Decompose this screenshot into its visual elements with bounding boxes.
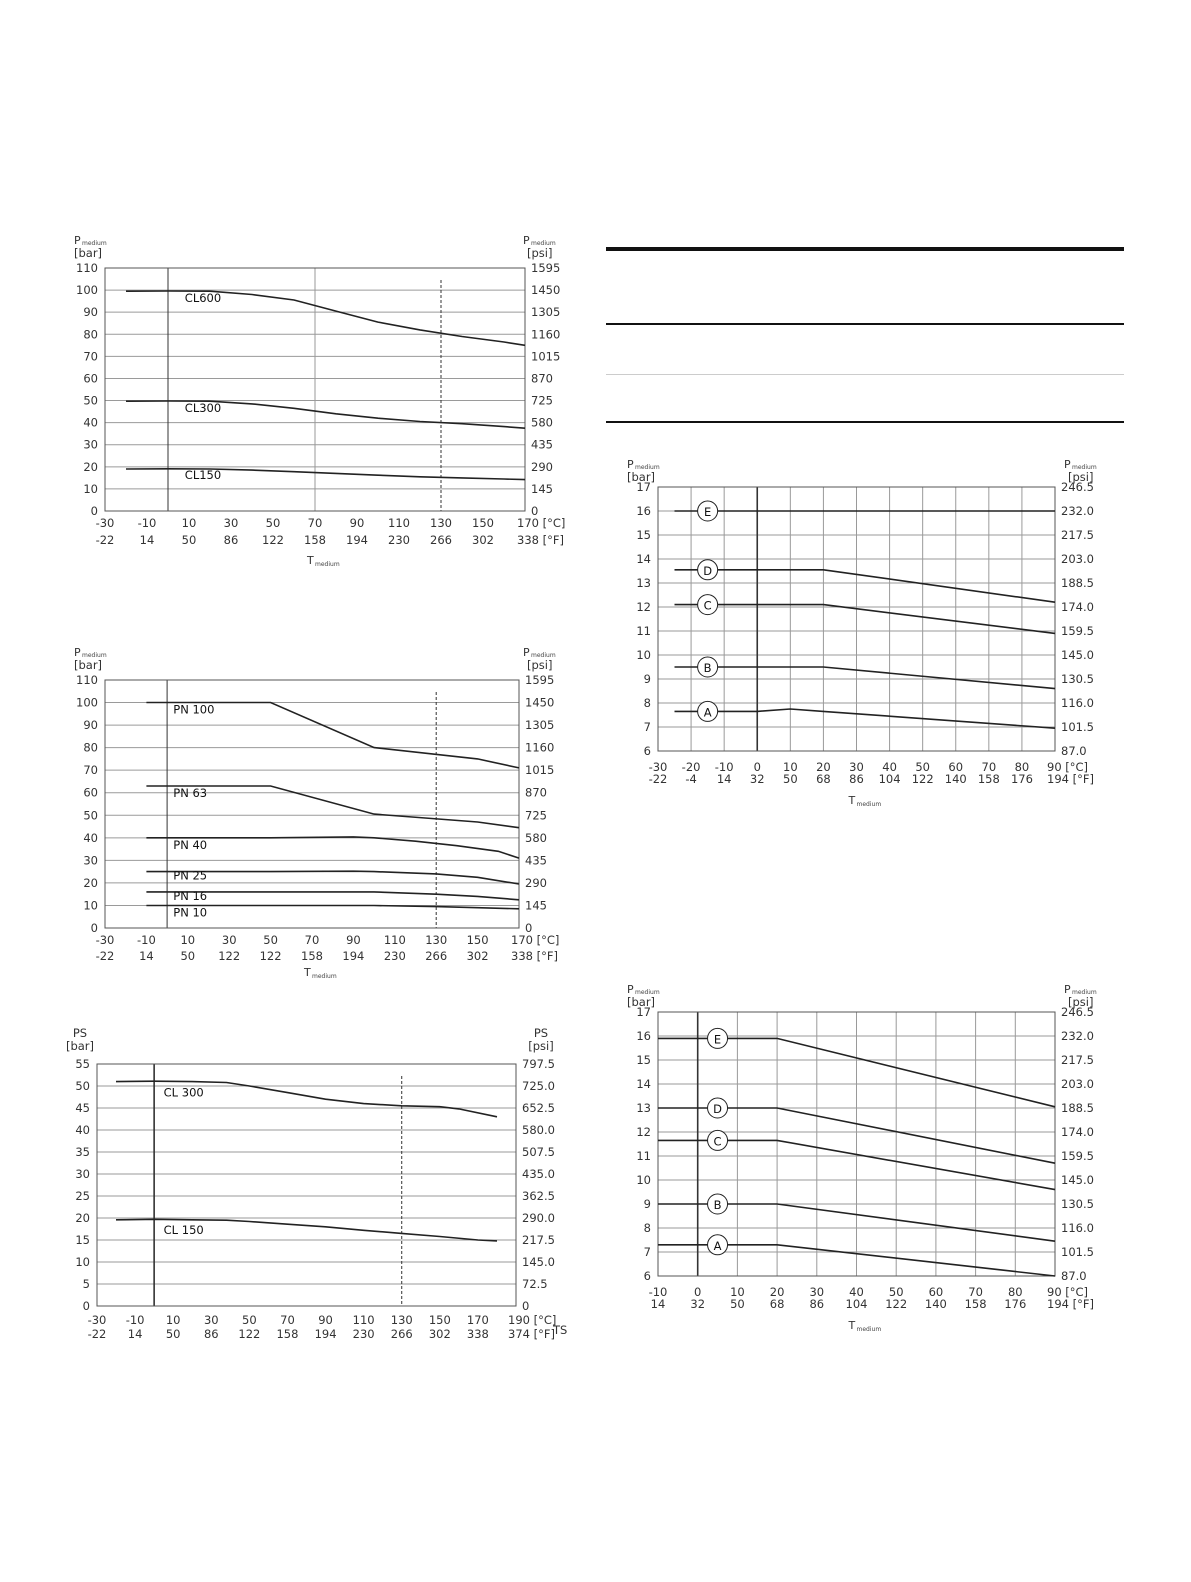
y-tick-label-right: 130.5 <box>1061 1197 1094 1211</box>
x-tick-label-fahrenheit: 338 [°F] <box>511 949 558 963</box>
x-tick-label-fahrenheit: -22 <box>648 772 668 786</box>
y-tick-label-right: 101.5 <box>1061 720 1094 734</box>
x-tick-label-celsius: 90 <box>318 1313 333 1327</box>
series-label-pn-63: PN 63 <box>173 785 208 800</box>
x-tick-label-fahrenheit: 122 <box>259 949 282 963</box>
y-tick-label-right: 116.0 <box>1061 696 1094 710</box>
y-tick-label-left: 7 <box>643 720 651 734</box>
y-tick-label-right: 1450 <box>525 695 555 710</box>
series-label-d: D <box>713 1102 722 1116</box>
y-tick-label-right: 130.5 <box>1061 672 1094 686</box>
y-axis-unit-right: [psi] <box>528 1039 554 1053</box>
x-tick-label-fahrenheit: -22 <box>95 533 115 547</box>
y-tick-label-left: 40 <box>75 1123 90 1137</box>
series-label-pn-10: PN 10 <box>173 905 208 920</box>
y-axis-title-right-subscript: medium <box>531 652 556 659</box>
y-tick-label-right: 0 <box>525 921 533 935</box>
y-tick-label-right: 0 <box>531 504 539 518</box>
y-tick-label-left: 6 <box>643 1269 651 1283</box>
y-tick-label-left: 90 <box>83 718 98 733</box>
y-tick-label-right: 290.0 <box>522 1211 555 1225</box>
x-axis-title-subscript: medium <box>312 973 337 980</box>
y-tick-label-right: 580 <box>531 415 553 430</box>
y-tick-label-left: 20 <box>83 459 98 474</box>
y-axis-title-right: P <box>1064 458 1071 471</box>
x-tick-label-fahrenheit: 50 <box>730 1297 745 1311</box>
y-tick-label-right: 1595 <box>525 673 555 687</box>
x-tick-label-celsius: 170 [°C] <box>517 516 566 530</box>
x-tick-label-celsius: 50 <box>265 516 281 530</box>
series-label-pn-25: PN 25 <box>173 868 208 883</box>
y-tick-label-right: 174.0 <box>1061 1125 1094 1139</box>
x-tick-label-fahrenheit: -4 <box>685 772 697 786</box>
y-tick-label-right: 217.5 <box>1061 1053 1094 1067</box>
series-label-cl-150: CL 150 <box>163 1222 204 1237</box>
y-tick-label-right: 159.5 <box>1061 1149 1094 1163</box>
x-tick-label-celsius: 110 <box>383 933 406 947</box>
y-tick-label-right: 203.0 <box>1061 552 1094 566</box>
y-tick-label-left: 80 <box>83 740 98 755</box>
y-axis-title-left-subscript: medium <box>635 989 660 996</box>
y-tick-label-left: 30 <box>75 1167 90 1181</box>
x-tick-label-fahrenheit: 122 <box>218 949 241 963</box>
y-tick-label-right: 145 <box>525 898 547 913</box>
x-tick-label-fahrenheit: 68 <box>816 772 831 786</box>
x-tick-label-fahrenheit: 194 [°F] <box>1047 1297 1094 1311</box>
x-tick-label-fahrenheit: 14 <box>139 533 155 547</box>
y-tick-label-right: 362.5 <box>522 1189 555 1203</box>
x-tick-label-celsius: 10 <box>783 760 798 774</box>
y-tick-label-left: 5 <box>82 1277 90 1291</box>
chart-5-plot <box>627 983 1097 1333</box>
x-tick-label-fahrenheit: 86 <box>203 1327 219 1341</box>
y-tick-label-left: 14 <box>636 552 651 566</box>
x-tick-label-fahrenheit: 266 <box>425 949 448 963</box>
x-tick-label-fahrenheit: 14 <box>127 1327 143 1341</box>
x-tick-label-fahrenheit: 122 <box>911 772 934 786</box>
x-tick-label-fahrenheit: -22 <box>95 949 115 963</box>
y-tick-label-right: 0 <box>522 1299 530 1313</box>
y-tick-label-right: 1595 <box>531 261 561 275</box>
y-axis-unit-right: [psi] <box>527 246 553 260</box>
y-tick-label-left: 100 <box>76 283 98 298</box>
y-tick-label-left: 15 <box>636 528 651 542</box>
y-tick-label-left: 35 <box>75 1145 90 1159</box>
y-tick-label-right: 1160 <box>525 740 555 755</box>
x-tick-label-fahrenheit: 230 <box>352 1327 375 1341</box>
y-axis-title-right: P <box>523 646 530 659</box>
x-tick-label-fahrenheit: 50 <box>181 533 197 547</box>
y-axis-unit-right: [psi] <box>1068 470 1094 484</box>
x-tick-label-celsius: 10 <box>165 1313 181 1327</box>
y-axis-title-left: PS <box>72 1026 88 1040</box>
x-tick-label-fahrenheit: -22 <box>87 1327 107 1341</box>
y-tick-label-right: 580.0 <box>522 1123 555 1137</box>
y-tick-label-right: 145.0 <box>522 1255 555 1269</box>
x-tick-label-celsius: 50 <box>242 1313 257 1327</box>
y-tick-label-left: 12 <box>636 1125 651 1139</box>
y-tick-label-left: 55 <box>75 1057 90 1071</box>
x-axis-title-subscript: medium <box>856 801 882 808</box>
y-tick-label-right: 101.5 <box>1061 1245 1094 1259</box>
y-axis-unit-right: [psi] <box>527 658 553 672</box>
x-axis-title: T <box>307 554 314 567</box>
y-tick-label-left: 50 <box>83 393 98 408</box>
x-tick-label-celsius: 170 <box>466 1313 489 1327</box>
y-tick-label-right: 159.5 <box>1061 624 1094 638</box>
x-tick-label-celsius: -10 <box>648 1285 668 1299</box>
y-tick-label-right: 232.0 <box>1061 1029 1094 1043</box>
y-tick-label-right: 725.0 <box>522 1079 555 1093</box>
x-tick-label-fahrenheit: 302 <box>466 949 489 963</box>
y-tick-label-right: 145 <box>531 481 553 496</box>
y-tick-label-left: 15 <box>75 1233 90 1247</box>
y-axis-title-right: PS <box>533 1026 549 1040</box>
x-tick-label-fahrenheit: 140 <box>944 772 967 786</box>
x-tick-label-fahrenheit: 176 <box>1010 772 1033 786</box>
y-tick-label-right: 217.5 <box>1061 528 1094 542</box>
y-tick-label-left: 60 <box>83 371 98 386</box>
y-tick-label-right: 435 <box>531 437 553 452</box>
y-axis-title-right-subscript: medium <box>1072 464 1097 471</box>
y-tick-label-left: 30 <box>83 437 98 452</box>
x-tick-label-celsius: -30 <box>95 516 115 530</box>
x-tick-label-fahrenheit: 14 <box>716 772 732 786</box>
x-tick-label-celsius: 30 <box>849 760 864 774</box>
series-label-cl-300: CL 300 <box>163 1085 204 1100</box>
x-tick-label-fahrenheit: 50 <box>180 949 196 963</box>
y-tick-label-left: 40 <box>83 415 98 430</box>
y-tick-label-right: 435.0 <box>522 1167 555 1181</box>
y-tick-label-left: 30 <box>83 853 98 868</box>
x-tick-label-celsius: 130 <box>425 933 448 947</box>
x-tick-label-celsius: 90 <box>346 933 361 947</box>
series-label-c: C <box>713 1134 722 1149</box>
series-label-e: E <box>703 505 712 519</box>
x-tick-label-celsius: 80 <box>1007 1285 1023 1299</box>
y-tick-label-left: 80 <box>83 327 98 342</box>
x-tick-label-celsius: 0 <box>753 760 761 774</box>
y-axis-unit-left: [bar] <box>65 1039 95 1053</box>
x-tick-label-celsius: 80 <box>1014 760 1030 774</box>
y-axis-title-left-subscript: medium <box>82 240 107 247</box>
y-tick-label-right: 797.5 <box>522 1057 555 1071</box>
y-tick-label-right: 725 <box>525 808 547 823</box>
series-label-a: A <box>713 1238 722 1253</box>
y-tick-label-left: 40 <box>83 830 98 845</box>
y-tick-label-right: 203.0 <box>1061 1077 1094 1091</box>
x-tick-label-celsius: 150 <box>472 516 494 530</box>
y-tick-label-left: 10 <box>636 1173 651 1187</box>
series-label-a: A <box>703 705 712 720</box>
x-tick-label-celsius: 0 <box>694 1285 702 1299</box>
x-tick-label-fahrenheit: 302 <box>428 1327 451 1341</box>
y-axis-unit-left: [bar] <box>74 658 103 672</box>
x-tick-label-celsius: 60 <box>948 760 964 774</box>
x-tick-label-fahrenheit: 158 <box>977 772 1000 786</box>
x-tick-label-fahrenheit: 86 <box>809 1297 825 1311</box>
x-tick-label-celsius: 130 <box>390 1313 413 1327</box>
x-axis-title: TS <box>553 1323 568 1337</box>
y-axis-unit-left: [bar] <box>627 470 656 484</box>
x-tick-label-celsius: 30 <box>203 1313 219 1327</box>
y-axis-title-right: P <box>1064 983 1071 996</box>
x-tick-label-celsius: -20 <box>681 760 701 774</box>
y-tick-label-left: 110 <box>76 261 98 275</box>
y-axis-title-left: P <box>627 983 634 996</box>
x-tick-label-celsius: -30 <box>648 760 668 774</box>
y-tick-label-left: 10 <box>636 648 651 662</box>
series-label-d: D <box>703 563 713 578</box>
y-tick-label-left: 8 <box>643 1221 651 1235</box>
y-tick-label-left: 20 <box>75 1211 90 1225</box>
x-tick-label-fahrenheit: 86 <box>849 772 864 786</box>
y-tick-label-left: 50 <box>83 808 98 823</box>
x-tick-label-fahrenheit: 104 <box>878 772 901 786</box>
x-tick-label-celsius: 90 [°C] <box>1047 1285 1089 1299</box>
y-tick-label-right: 652.5 <box>522 1101 555 1115</box>
x-tick-label-celsius: 70 <box>304 933 320 947</box>
y-tick-label-left: 11 <box>636 624 651 638</box>
y-tick-label-right: 507.5 <box>522 1145 555 1159</box>
x-tick-label-celsius: 70 <box>280 1313 295 1327</box>
x-tick-label-fahrenheit: 194 [°F] <box>1047 772 1094 786</box>
y-tick-label-right: 290 <box>525 875 547 890</box>
y-tick-label-right: 725 <box>531 393 553 408</box>
y-tick-label-left: 0 <box>82 1299 90 1313</box>
y-tick-label-right: 174.0 <box>1061 600 1094 614</box>
x-tick-label-celsius: -10 <box>125 1313 145 1327</box>
y-tick-label-left: 8 <box>643 696 651 710</box>
series-label-cl600: CL600 <box>184 291 222 306</box>
x-tick-label-celsius: 20 <box>769 1285 785 1299</box>
series-label-b: B <box>703 661 712 675</box>
x-tick-label-fahrenheit: 32 <box>749 772 765 786</box>
y-tick-label-right: 188.5 <box>1061 1101 1094 1115</box>
y-tick-label-right: 1015 <box>531 349 561 364</box>
series-label-pn-16: PN 16 <box>173 888 208 903</box>
series-label-pn-40: PN 40 <box>173 837 208 852</box>
y-tick-label-right: 1305 <box>525 718 555 733</box>
y-tick-label-right: 1015 <box>525 763 555 778</box>
y-tick-label-left: 16 <box>636 1029 651 1043</box>
x-tick-label-celsius: 90 <box>349 516 365 530</box>
y-axis-title-right-subscript: medium <box>1072 989 1097 996</box>
x-tick-label-fahrenheit: 86 <box>223 533 239 547</box>
x-tick-label-fahrenheit: 50 <box>783 772 798 786</box>
x-tick-label-fahrenheit: 122 <box>262 533 284 547</box>
series-label-c: C <box>703 598 712 613</box>
x-tick-label-fahrenheit: 266 <box>430 533 452 547</box>
y-tick-label-left: 15 <box>636 1053 651 1067</box>
y-axis-title-right-subscript: medium <box>531 240 556 247</box>
y-tick-label-left: 60 <box>83 785 98 800</box>
x-tick-label-celsius: -30 <box>87 1313 107 1327</box>
y-tick-label-left: 7 <box>643 1245 651 1259</box>
x-tick-label-fahrenheit: 14 <box>139 949 154 963</box>
series-label-cl150: CL150 <box>184 468 222 483</box>
x-tick-label-celsius: 40 <box>882 760 897 774</box>
series-label-pn-100: PN 100 <box>173 702 215 717</box>
y-tick-label-right: 87.0 <box>1061 1269 1087 1283</box>
x-tick-label-fahrenheit: 14 <box>650 1297 666 1311</box>
y-tick-label-left: 13 <box>636 576 651 590</box>
y-tick-label-left: 9 <box>643 672 651 686</box>
x-tick-label-celsius: 50 <box>263 933 278 947</box>
x-tick-label-celsius: 50 <box>915 760 930 774</box>
y-tick-label-left: 70 <box>83 349 98 364</box>
y-tick-label-left: 9 <box>643 1197 651 1211</box>
x-tick-label-fahrenheit: 176 <box>1004 1297 1027 1311</box>
y-tick-label-left: 70 <box>83 763 98 778</box>
x-tick-label-fahrenheit: 230 <box>383 949 406 963</box>
y-tick-label-left: 13 <box>636 1101 651 1115</box>
x-tick-label-fahrenheit: 122 <box>238 1327 261 1341</box>
x-tick-label-fahrenheit: 338 [°F] <box>517 533 564 547</box>
y-tick-label-right: 1450 <box>531 283 561 298</box>
y-tick-label-right: 188.5 <box>1061 576 1094 590</box>
y-tick-label-left: 6 <box>643 744 651 758</box>
x-tick-label-celsius: 30 <box>223 516 239 530</box>
y-tick-label-left: 10 <box>83 481 98 496</box>
series-label-e: E <box>713 1032 722 1047</box>
y-tick-label-left: 10 <box>75 1255 90 1269</box>
x-tick-label-celsius: 150 <box>428 1313 451 1327</box>
y-tick-label-left: 17 <box>636 480 651 494</box>
y-tick-label-right: 246.5 <box>1061 480 1094 494</box>
y-axis-unit-left: [bar] <box>627 995 656 1009</box>
x-tick-label-celsius: -10 <box>137 516 157 530</box>
x-tick-label-fahrenheit: 122 <box>885 1297 908 1311</box>
y-axis-unit-left: [bar] <box>74 246 103 260</box>
x-tick-label-fahrenheit: 68 <box>769 1297 785 1311</box>
x-tick-label-fahrenheit: 32 <box>690 1297 706 1311</box>
y-tick-label-right: 435 <box>525 853 547 868</box>
x-tick-label-fahrenheit: 338 <box>466 1327 489 1341</box>
x-tick-label-fahrenheit: 230 <box>388 533 410 547</box>
y-tick-label-left: 0 <box>90 504 98 518</box>
x-tick-label-fahrenheit: 374 [°F] <box>508 1327 555 1341</box>
y-axis-title-left-subscript: medium <box>635 464 660 471</box>
series-label-cl300: CL300 <box>184 401 222 416</box>
x-tick-label-fahrenheit: 140 <box>924 1297 947 1311</box>
x-tick-label-fahrenheit: 158 <box>301 949 323 963</box>
y-tick-label-right: 145.0 <box>1061 648 1094 662</box>
x-tick-label-fahrenheit: 302 <box>472 533 494 547</box>
x-tick-label-celsius: 30 <box>221 933 237 947</box>
x-tick-label-celsius: 110 <box>352 1313 375 1327</box>
y-tick-label-right: 290 <box>531 459 553 474</box>
series-label-b: B <box>713 1198 722 1212</box>
x-tick-label-fahrenheit: 194 <box>346 533 368 547</box>
x-tick-label-celsius: -30 <box>95 933 115 947</box>
x-axis-title-subscript: medium <box>856 1326 882 1333</box>
y-tick-label-right: 232.0 <box>1061 504 1094 518</box>
x-tick-label-fahrenheit: 194 <box>314 1327 337 1341</box>
y-tick-label-left: 20 <box>83 875 98 890</box>
x-tick-label-fahrenheit: 158 <box>304 533 326 547</box>
x-tick-label-celsius: 70 <box>307 516 323 530</box>
x-tick-label-celsius: 30 <box>809 1285 825 1299</box>
x-tick-label-fahrenheit: 158 <box>964 1297 987 1311</box>
y-axis-title-left: P <box>74 234 81 247</box>
y-tick-label-right: 87.0 <box>1061 744 1087 758</box>
y-axis-title-left-subscript: medium <box>82 652 107 659</box>
y-tick-label-right: 217.5 <box>522 1233 555 1247</box>
x-tick-label-celsius: -10 <box>714 760 734 774</box>
x-tick-label-celsius: 20 <box>816 760 831 774</box>
x-tick-label-celsius: 10 <box>181 516 197 530</box>
x-tick-label-celsius: 70 <box>981 760 997 774</box>
x-tick-label-fahrenheit: 158 <box>276 1327 299 1341</box>
y-tick-label-right: 72.5 <box>522 1277 548 1291</box>
x-axis-title: T <box>848 1319 856 1332</box>
x-tick-label-fahrenheit: 50 <box>165 1327 181 1341</box>
x-tick-label-celsius: 60 <box>928 1285 944 1299</box>
x-tick-label-celsius: 130 <box>430 516 452 530</box>
y-tick-label-right: 246.5 <box>1061 1005 1094 1019</box>
y-tick-label-left: 12 <box>636 600 651 614</box>
x-tick-label-celsius: 50 <box>888 1285 904 1299</box>
y-tick-label-right: 1160 <box>531 327 561 342</box>
y-axis-title-left: P <box>627 458 634 471</box>
x-axis-title-subscript: medium <box>315 561 340 568</box>
y-tick-label-left: 10 <box>83 898 98 913</box>
y-tick-label-left: 16 <box>636 504 651 518</box>
y-tick-label-left: 11 <box>636 1149 651 1163</box>
x-axis-title: T <box>304 966 311 979</box>
y-tick-label-right: 870 <box>525 785 547 800</box>
y-tick-label-left: 17 <box>636 1005 651 1019</box>
y-tick-label-left: 45 <box>75 1101 90 1115</box>
y-tick-label-right: 580 <box>525 830 547 845</box>
x-tick-label-celsius: 10 <box>730 1285 745 1299</box>
x-tick-label-fahrenheit: 194 <box>342 949 365 963</box>
y-tick-label-right: 145.0 <box>1061 1173 1094 1187</box>
x-tick-label-celsius: 90 [°C] <box>1047 760 1089 774</box>
x-tick-label-fahrenheit: 104 <box>845 1297 868 1311</box>
y-axis-title-left: P <box>74 646 81 659</box>
y-tick-label-right: 1305 <box>531 305 561 320</box>
y-tick-label-left: 14 <box>636 1077 651 1091</box>
y-tick-label-left: 110 <box>76 673 98 687</box>
y-axis-unit-right: [psi] <box>1068 995 1094 1009</box>
x-tick-label-celsius: 40 <box>849 1285 864 1299</box>
x-tick-label-celsius: 170 [°C] <box>511 933 560 947</box>
x-axis-title: T <box>848 794 856 807</box>
y-tick-label-left: 50 <box>75 1079 90 1093</box>
x-tick-label-celsius: 70 <box>968 1285 983 1299</box>
y-tick-label-right: 116.0 <box>1061 1221 1094 1235</box>
y-tick-label-left: 90 <box>83 305 98 320</box>
y-axis-title-right: P <box>523 234 530 247</box>
y-tick-label-left: 25 <box>75 1189 90 1203</box>
x-tick-label-celsius: 10 <box>180 933 196 947</box>
x-tick-label-celsius: 150 <box>466 933 489 947</box>
x-tick-label-celsius: 190 [°C] <box>508 1313 557 1327</box>
x-tick-label-celsius: 110 <box>388 516 410 530</box>
y-tick-label-right: 870 <box>531 371 553 386</box>
y-tick-label-left: 100 <box>76 695 98 710</box>
y-tick-label-left: 0 <box>90 921 98 935</box>
x-tick-label-celsius: -10 <box>137 933 156 947</box>
x-tick-label-fahrenheit: 266 <box>390 1327 413 1341</box>
